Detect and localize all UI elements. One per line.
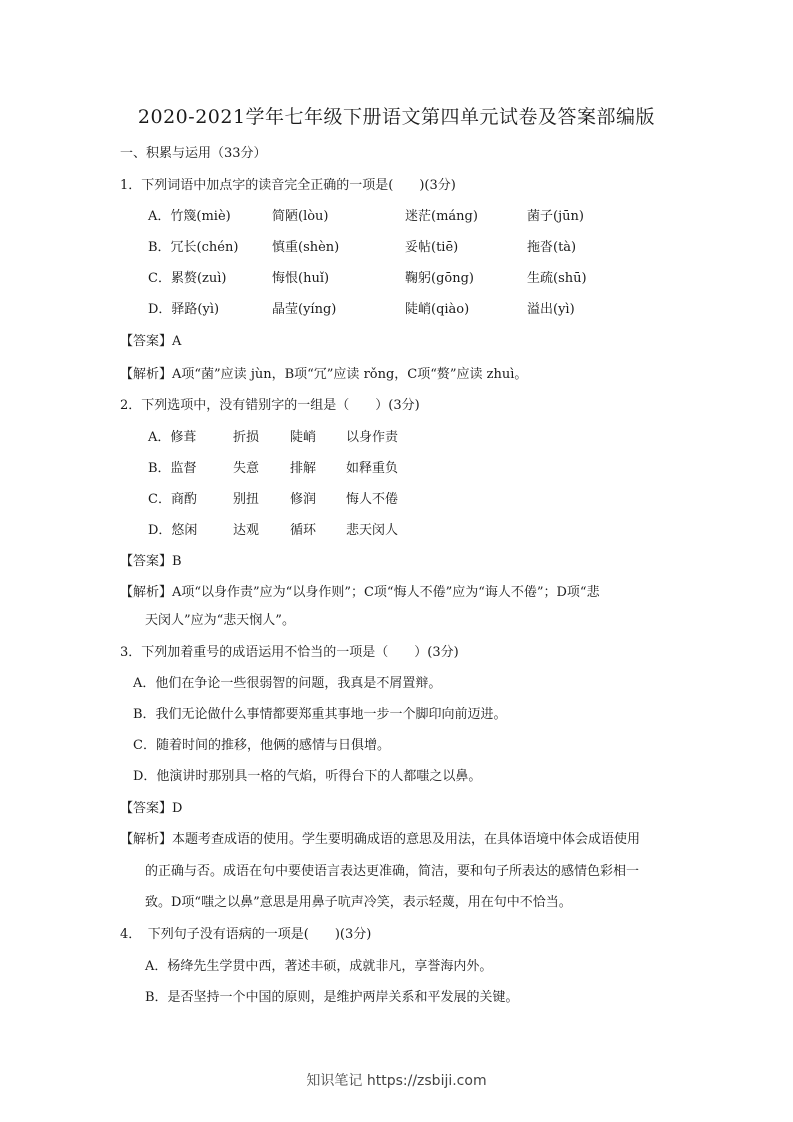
question-1-stem: 1．下列词语中加点字的读音完全正确的一项是( )(3分) xyxy=(120,178,456,193)
question-3-analysis-line-1: 【解析】本题考查成语的使用。学生要明确成语的意思及用法，在具体语境中体会成语使用 xyxy=(120,832,641,847)
question-4-option-b: B．是否坚持一个中国的原则，是维护两岸关系和平发展的关键。 xyxy=(145,990,519,1005)
q2-option-d-word-1: D．悠闲 xyxy=(148,523,198,538)
q1-option-c-word-1: C．累赘(zuì) xyxy=(148,271,227,286)
question-2-analysis-line-1: 【解析】A项“以身作责”应为“以身作则”；C项“悔人不倦”应为“诲人不倦”；D项“悲 xyxy=(120,585,600,600)
question-2-analysis-line-2: 天闵人”应为“悲天悯人”。 xyxy=(145,613,295,628)
q1-option-a-word-3: 迷茫(máng) xyxy=(405,209,478,224)
q2-option-c-word-3: 修润 xyxy=(290,492,317,507)
q2-option-d-word-4: 悲天闵人 xyxy=(346,523,399,538)
q1-option-a-word-1: A．竹篾(miè) xyxy=(148,209,231,224)
question-3-option-a: A．他们在争论一些很弱智的问题，我真是不屑置辩。 xyxy=(133,676,442,691)
question-3-option-d: D．他演讲时那别具一格的气焰，听得台下的人都嗤之以鼻。 xyxy=(133,769,482,784)
q1-option-b-word-3: 妥帖(tiē) xyxy=(405,240,459,255)
question-3-option-c: C．随着时间的推移，他俩的感情与日俱增。 xyxy=(133,738,390,753)
q1-option-a-word-4: 菌子(jūn) xyxy=(527,209,584,224)
question-2-answer: 【答案】B xyxy=(120,554,182,569)
q1-option-d-word-3: 陡峭(qiào) xyxy=(405,302,470,317)
question-3-option-b: B．我们无论做什么事情都要郑重其事地一步一个脚印向前迈进。 xyxy=(133,707,507,722)
q2-option-a-word-3: 陡峭 xyxy=(290,430,317,445)
page-title: 2020-2021学年七年级下册语文第四单元试卷及答案部编版 xyxy=(137,106,656,128)
q1-option-b-word-4: 拖沓(tà) xyxy=(527,240,577,255)
q1-option-d-word-4: 溢出(yì) xyxy=(527,302,575,317)
q2-option-a-word-2: 折损 xyxy=(233,430,260,445)
footer-watermark[interactable]: 知识笔记 https://zsbiji.com xyxy=(306,1073,487,1089)
q1-option-d-word-1: D．驿路(yì) xyxy=(148,302,220,317)
question-4-stem: 4． 下列句子没有语病的一项是( )(3分) xyxy=(120,927,372,942)
question-1-analysis: 【解析】A项“菌”应读 jùn，B项“冗”应读 rǒng，C项“赘”应读 zhuì。 xyxy=(120,367,528,382)
q2-option-b-word-4: 如释重负 xyxy=(346,461,399,476)
q2-option-a-word-1: A．修葺 xyxy=(148,430,197,445)
q1-option-b-word-2: 慎重(shèn) xyxy=(272,240,340,255)
q2-option-a-word-4: 以身作责 xyxy=(346,430,399,445)
q2-option-d-word-2: 达观 xyxy=(233,523,260,538)
section-heading: 一、积累与运用（33分） xyxy=(120,146,267,161)
q1-option-c-word-3: 鞠躬(gōng) xyxy=(405,271,474,286)
q1-option-a-word-2: 简陋(lòu) xyxy=(272,209,329,224)
question-3-analysis-line-3: 致。D项“嗤之以鼻”意思是用鼻子吭声冷笑，表示轻蔑，用在句中不恰当。 xyxy=(145,895,572,910)
q2-option-d-word-3: 循环 xyxy=(290,523,317,538)
q2-option-c-word-2: 别扭 xyxy=(233,492,260,507)
question-2-stem: 2．下列选项中，没有错别字的一组是（ ）(3分) xyxy=(120,398,420,413)
q2-option-b-word-1: B．监督 xyxy=(148,461,197,476)
question-3-stem: 3．下列加着重号的成语运用不恰当的一项是（ ）(3分) xyxy=(120,645,459,660)
q1-option-c-word-4: 生疏(shū) xyxy=(527,271,587,286)
q1-option-d-word-2: 晶莹(yíng) xyxy=(272,302,337,317)
question-3-analysis-line-2: 的正确与否。成语在句中要使语言表达更准确，简洁，要和句子所表达的感情色彩相一 xyxy=(145,864,640,879)
q1-option-b-word-1: B．冗长(chén) xyxy=(148,240,239,255)
q2-option-c-word-1: C．商酌 xyxy=(148,492,197,507)
question-1-answer: 【答案】A xyxy=(120,334,182,349)
q2-option-b-word-2: 失意 xyxy=(233,461,260,476)
q2-option-b-word-3: 排解 xyxy=(290,461,317,476)
q2-option-c-word-4: 悔人不倦 xyxy=(346,492,399,507)
question-4-option-a: A．杨绛先生学贯中西，著述丰硕，成就非凡，享誉海内外。 xyxy=(145,959,493,974)
q1-option-c-word-2: 悔恨(huǐ) xyxy=(272,271,330,286)
question-3-answer: 【答案】D xyxy=(120,801,183,816)
